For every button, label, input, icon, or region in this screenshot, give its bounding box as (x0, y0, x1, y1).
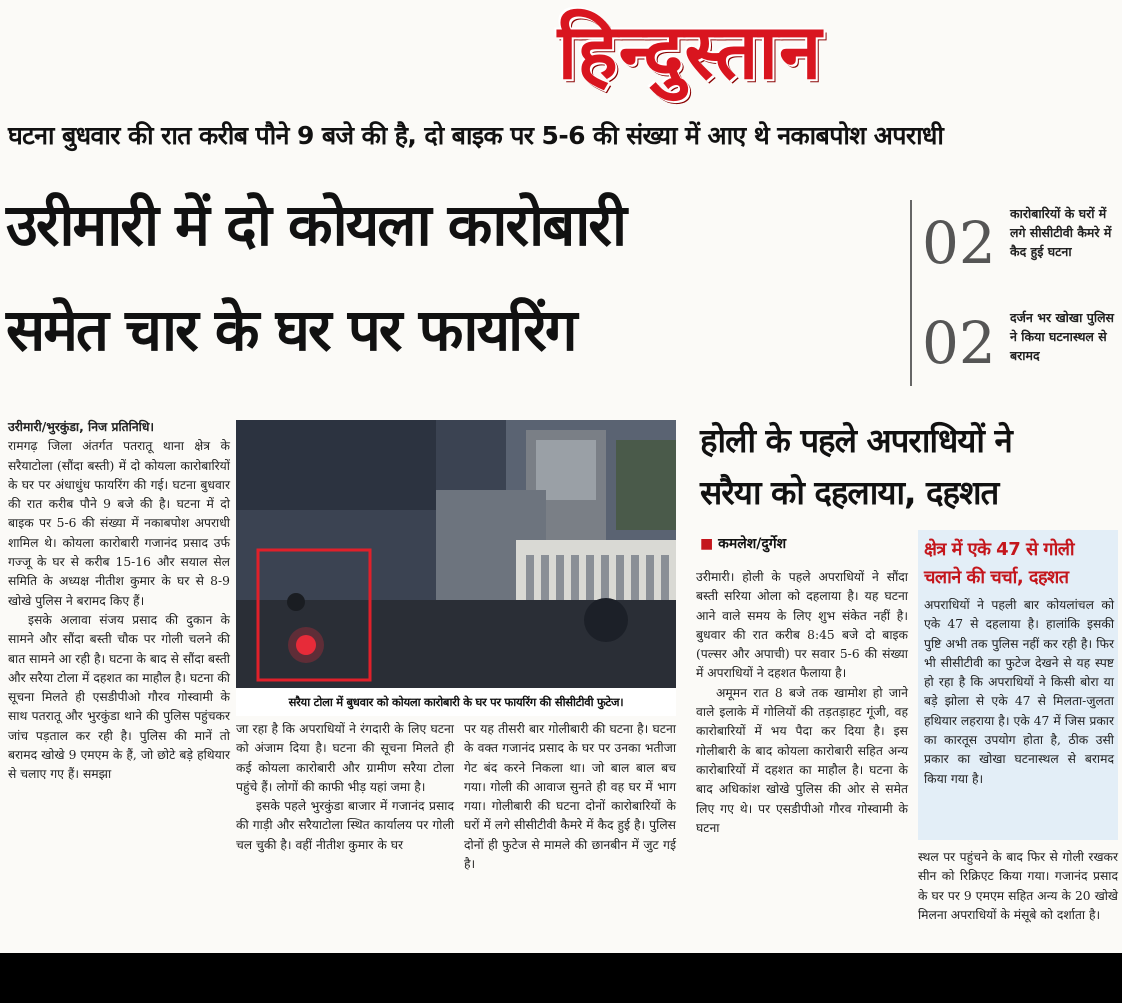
second-headline-line-2: सरैया को दहलाया, दहशत (700, 473, 999, 512)
sidebar-box-title: क्षेत्र में एके 47 से गोली चलाने की चर्चा, दहशत (924, 539, 1075, 588)
main-story-paragraph-2: इसके अलावा संजय प्रसाद की दुकान के सामने और सौंदा बस्ती चौक पर गोली चलने की बात सामने आ रही है। घटना के बाद से सौंदा बस्ती और सरैया टोला में दहशत का माहौल है। घटना की सूचना मिलते ही एसडीपीओ गौरव गोस्वामी के साथ पतरातू और भुरकुंडा थाने की पुलिस पहुंचकर जांच पड़ताल कर रही है। पुलिस की मानें तो बरामद खोखे 9 एमएम के हैं, जो छोटे बड़े हथियार से चलाए गए हैं। समझा (8, 612, 230, 782)
sidebar-box-text-wrap (924, 596, 1114, 789)
main-story-column-3 (464, 720, 676, 874)
headline-line-1: उरीमारी में दो कोयला कारोबारी (6, 191, 625, 259)
second-headline-line-1: होली के पहले अपराधियों ने (700, 421, 1012, 460)
main-story-paragraph-1: रामगढ़ जिला अंतर्गत पतरातू थाना क्षेत्र के सरैयाटोला (सौंदा बस्ती) में दो कोयला कारोबारियों के घर पर अंधाधुंध फायरिंग की गई। घटना बुधवार की रात करीब पौने 9 बजे की है। घटना में दो बाइक पर 5-6 की संख्या में नकाबपोश अपराधी शामिल थे। कोयला कारोबारी गजानंद प्रसाद उर्फ गज्जू के घर से करीब 15-16 और सयाल सेल समिति के अध्यक्ष नीतीश कुमार के घर से 8-9 खोखे पुलिस ने बरामद किए हैं। (8, 439, 230, 608)
cctv-photo (236, 420, 676, 688)
stat-text-1: कारोबारियों के घरों में लगे सीसीटीवी कैमरे में कैद हुई घटना (1010, 206, 1112, 259)
stat-number-1: 02 (922, 209, 996, 277)
main-story-column-1 (8, 418, 230, 785)
stat-text-2: दर्जन भर खोखा पुलिस ने किया घटनास्थल से बरामद (1010, 310, 1114, 363)
sidebar-box-text: अपराधियों ने पहली बार कोयलांचल को एके 47 से दहलाया है। हालांकि इसकी पुष्टि अभी तक पुलिस नहीं कर रही है। फिर भी सीसीटीवी का फुटेज देखने से यह स्पष्ट हो रहा है कि अपराधियों ने किसी बोरा या बड़े झोला से एके 47 से मिलता-जुलता हथियार लहराया है। एके 47 में जिस प्रकार का कारतूस उपयोग होता है, ठीक उसी प्रकार का खोखा घटनास्थल से बरामद किया गया है। (924, 598, 1114, 786)
byline-text: कमलेश/दुर्गेश (718, 536, 787, 552)
dateline: उरीमारी/भुरकुंडा, निज प्रतिनिधि। (8, 420, 155, 434)
second-story-column (696, 568, 908, 838)
kicker-line: घटना बुधवार की रात करीब पौने 9 बजे की है, दो बाइक पर 5-6 की संख्या में आए थे नकाबपोश अपराधी (8, 121, 944, 150)
headline-line-2: समेत चार के घर पर फायरिंग (6, 296, 576, 364)
masthead-logo: हिन्दुस्तान (557, 7, 823, 96)
stats-divider (910, 200, 912, 386)
cctv-scene-image (236, 420, 676, 688)
byline (700, 534, 786, 554)
sidebar-continuation-wrap (918, 848, 1118, 925)
main-story-paragraph-3: जा रहा है कि अपराधियों ने रंगदारी के लिए घटना को अंजाम दिया है। घटना की सूचना मिलते ही कई कोयला कारोबारी और ग्रामीण सरैया टोला पहुंचे हैं। लोगों की काफी भीड़ यहां जमा है। (236, 722, 454, 794)
main-story-column-2 (236, 720, 454, 855)
byline-square-icon: ■ (700, 536, 714, 552)
second-story-paragraph-2: अमूमन रात 8 बजे तक खामोश हो जाने वाले इलाके में गोलियों की तड़तड़ाहट गूंजी, वह कारोबारियों में भय पैदा कर दिया है। इस गोलीबारी के बाद कोयला कारोबारी सहित अन्य कारोबारियों में दहशत का माहौल है। घटना के बाद अधिकांश खोखे पुलिस की ओर से समेत लिए गए थे। पर एसडीपीओ गौरव गोस्वामी के घटना (696, 685, 908, 835)
photo-caption: सरैया टोला में बुधवार को कोयला कारोबारी के घर पर फायरिंग की सीसीटीवी फुटेज। (236, 688, 676, 716)
sidebar-continuation: स्थल पर पहुंचने के बाद फिर से गोली रखकर सीन को रिक्रिएट किया गया। गजानंद प्रसाद के घर पर 9 एमएम सहित अन्य के 20 खोखे मिलना अपराधियों के मंसूबे को दर्शाता है। (918, 850, 1118, 922)
main-story-paragraph-4: इसके पहले भुरकुंडा बाजार में गजानंद प्रसाद की गाड़ी और सरैयाटोला स्थित कार्यालय पर गोली चल चुकी है। वहीं नीतीश कुमार के घर (236, 799, 454, 852)
stat-number-2: 02 (922, 309, 996, 377)
second-story-paragraph-1: उरीमारी। होली के पहले अपराधियों ने सौंदा बस्ती सरिया ओला को दहलाया है। यह घटना आने वाले समय के लिए शुभ संकेत नहीं है। बुधवार की रात करीब 8:45 बजे दो बाइक (पल्सर और अपाची) पर सवार 5-6 की संख्या में अपराधियों ने दहशत फैलाया है। (696, 570, 908, 681)
main-story-paragraph-5: पर यह तीसरी बार गोलीबारी की घटना है। घटना के वक्त गजानंद प्रसाद के घर पर उनका भतीजा गेट बंद करने निकला था। जो बाल बाल बच गया। गोली की आवाज सुनते ही वह घर में भाग गया। गोलीबारी की घटना दोनों कारोबारियों के घरों में लगे सीसीटीवी कैमरे में कैद हुई है। पुलिस दोनों ही फुटेज से मामले की छानबीन में जुट गई है। (464, 722, 676, 872)
